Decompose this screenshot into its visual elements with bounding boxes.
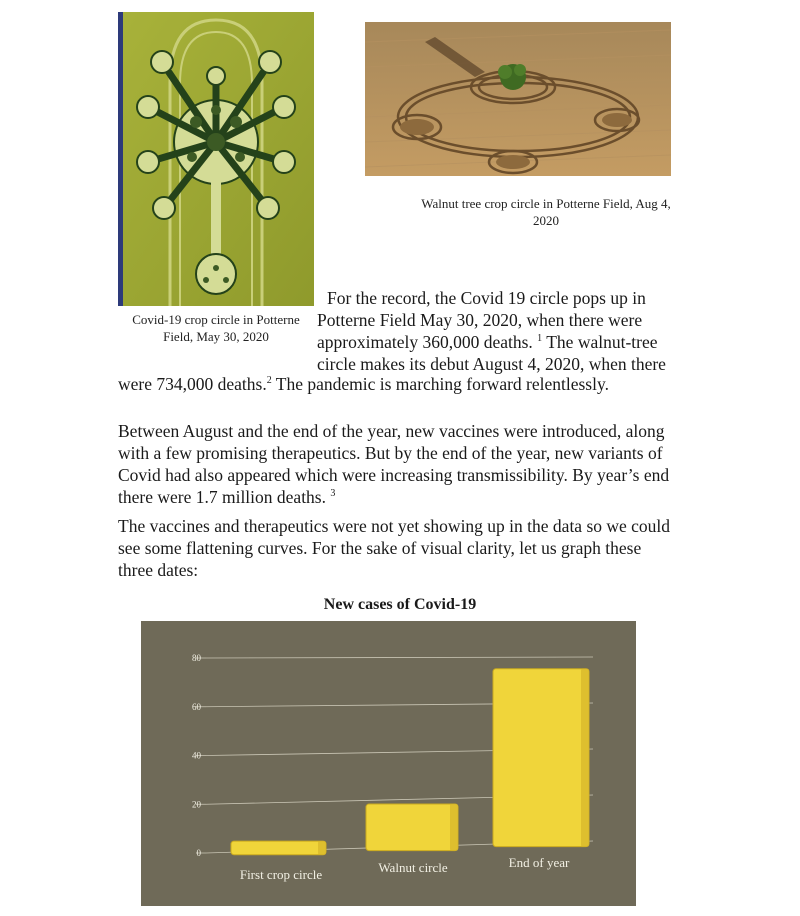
walnut-crop-circle-photo: [365, 22, 671, 176]
paragraph-1-line-5: were 734,000 deaths.$^2$ The pandemic is marching forward relentlessly.: [118, 374, 609, 394]
paragraph-1-line-4: circle makes its debut August 4, 2020, when there: [317, 354, 666, 374]
chart-bar: [493, 669, 589, 847]
footnote-1[interactable]: 1: [537, 333, 543, 345]
chart-bar: [231, 841, 326, 855]
y-tick-label: 40: [192, 750, 201, 761]
covid-photo-caption: Covid-19 crop circle in Potterne Field, May 30, 2020: [132, 312, 300, 344]
x-tick-label: End of year: [508, 855, 570, 870]
paragraph-3: The vaccines and therapeutics were not yet showing up in the data so we could see some flattening curves. For the sake of visual clarity, let us graph these three dates:: [118, 516, 671, 580]
paragraph-1-line-2: Potterne Field May 30, 2020, when there were: [317, 310, 643, 330]
covid-crop-circle-photo: [118, 12, 314, 306]
new-cases-bar-chart: [141, 621, 636, 906]
chart-bar-side: [581, 669, 589, 847]
footnote-3[interactable]: 3: [330, 488, 336, 500]
chart-title: New cases of Covid-19: [323, 596, 477, 613]
chart-bar: [366, 804, 458, 851]
x-tick-label: First crop circle: [239, 867, 323, 882]
walnut-photo-caption: Walnut tree crop circle in Potterne Field, Aug 4, 2020: [421, 196, 671, 228]
footnote-2[interactable]: 2: [266, 375, 272, 387]
paragraph-1-line-1: For the record, the Covid 19 circle pops up in: [327, 288, 646, 308]
y-tick-label: 0: [196, 848, 201, 858]
paragraph-2: Between August and the end of the year, new vaccines were introduced, along with a few promising therapeutics. But by the end of the year, new variants of Covid had also appeared which were increasing transmissibility. By year’s end there were 1.7 million deaths. $^3$: [118, 421, 670, 507]
y-tick-label: 80: [192, 653, 201, 663]
paragraph-1-line-3: approximately 360,000 deaths. $^1$ The walnut-tree: [317, 332, 658, 352]
chart-bar-side: [318, 841, 326, 855]
x-tick-label: Walnut circle: [378, 860, 448, 875]
chart-bar-side: [450, 804, 458, 851]
y-tick-label: 60: [192, 701, 201, 712]
y-tick-label: 20: [192, 799, 201, 810]
